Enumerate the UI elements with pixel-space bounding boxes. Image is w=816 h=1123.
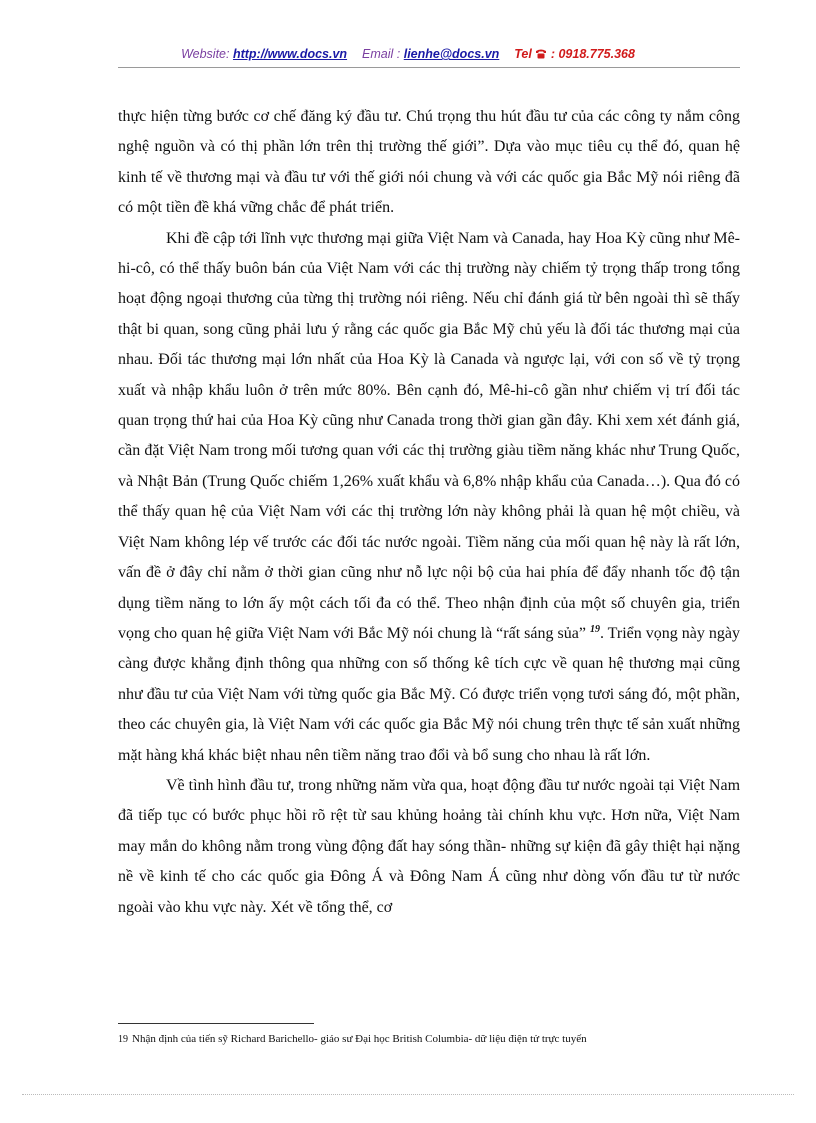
- page-bottom-border: [22, 1094, 794, 1095]
- paragraph-3: Về tình hình đầu tư, trong những năm vừa qua, hoạt động đầu tư nước ngoài tại Việt Nam đã tiếp tục có bước phục hồi rõ rệt từ sau khủng hoảng tài chính khu vực. Hơn nữa, Việt Nam may mắn do không nằm trong vùng động đất hay sóng thần- những sự kiện đã gây thiệt hại nặng nề về kinh tế cho các quốc gia Đông Á và Đông Nam Á cũng như dòng vốn đầu tư từ nước ngoài vào khu vực này. Xét về tổng thể, cơ: [118, 776, 741, 916]
- phone-icon: [535, 48, 547, 59]
- paragraph-2-text-a: Khi đề cập tới lĩnh vực thương mại giữa Việt Nam và Canada, hay Hoa Kỳ cũng như Mê-hi-cô, có thể thấy buôn bán của Việt Nam với các thị trường này chiếm tỷ trọng thấp trong tổng hoạt động ngoại thương của từng thị trường nói riêng. Nếu chỉ đánh giá từ bên ngoài thì sẽ thấy thật bi quan, song cũng phải lưu ý rằng các quốc gia Bắc Mỹ chủ yếu là đối tác thương mại của nhau. Đối tác thương mại lớn nhất của Hoa Kỳ là Canada và ngược lại, với con số về tỷ trọng xuất và nhập khẩu luôn ở trên mức 80%. Bên cạnh đó, Mê-hi-cô gần như chiếm vị trí đối tác quan trọng thứ hai của Hoa Kỳ cũng như Canada trong thời gian gần đây. Khi xem xét đánh giá, cần đặt Việt Nam trong mối tương quan với các thị trường giàu tiềm năng khác như Trung Quốc, và Nhật Bản (Trung Quốc chiếm 1,26% xuất khẩu và 6,8% nhập khẩu của Canada…). Qua đó có thể thấy quan hệ của Việt Nam với các thị trường lớn này không phải là quan hệ một chiều, và Việt Nam không lép vế trước các đối tác nước ngoài. Tiềm năng của mối quan hệ này là rất lớn, vấn đề ở đây chỉ nằm ở thời gian cũng như nỗ lực nội bộ của hai phía để đẩy nhanh tốc độ tận dụng tiềm năng to lớn ấy một cách tối đa có thể. Theo nhận định của một số chuyên gia, triển vọng cho quan hệ giữa Việt Nam với Bắc Mỹ nói chung là “rất sáng sủa”: [118, 229, 740, 642]
- footnote-ref-19[interactable]: 19: [589, 623, 600, 635]
- footnote-divider: [118, 1023, 314, 1024]
- paragraph-2-text-b: . Triển vọng này ngày càng được khẳng định thông qua những con số thống kê tích cực về quan hệ thương mại cũng như đầu tư của Việt Nam với từng quốc gia Bắc Mỹ. Có được triển vọng tươi sáng đó, một phần, theo các chuyên gia, là Việt Nam với các quốc gia Bắc Mỹ nói chung trên thực tế sản xuất những mặt hàng khá khác biệt nhau nên tiềm năng trao đổi và bổ sung cho nhau là rất lớn.: [118, 624, 740, 764]
- tel-label: Tel: [514, 47, 532, 61]
- footnote: [118, 1032, 740, 1047]
- website-link[interactable]: http://www.docs.vn: [232, 47, 348, 61]
- email-label: Email :: [362, 47, 401, 61]
- footnote-number: 19: [118, 1034, 128, 1045]
- email-link[interactable]: lienhe@docs.vn: [403, 47, 500, 61]
- website-label: Website:: [181, 47, 230, 61]
- document-body: [118, 102, 740, 923]
- paragraph-2: [118, 224, 740, 771]
- tel-number: : 0918.775.368: [550, 47, 635, 61]
- header-divider: [118, 67, 740, 68]
- page-header: [0, 47, 816, 61]
- footnote-text: Nhận định của tiến sỹ Richard Barichello- giáo sư Đại học British Columbia- dữ liệu điện tử trực tuyến: [132, 1033, 587, 1045]
- paragraph-1: thực hiện từng bước cơ chế đăng ký đầu tư. Chú trọng thu hút đầu tư của các công ty nắm công nghệ nguồn và có thị phần lớn trên thị trường thế giới”. Dựa vào mục tiêu cụ thể đó, quan hệ kinh tế về thương mại và đầu tư với thế giới nói chung và với các quốc gia Bắc Mỹ nói riêng đã có một tiền đề khá vững chắc để phát triển.: [118, 108, 740, 217]
